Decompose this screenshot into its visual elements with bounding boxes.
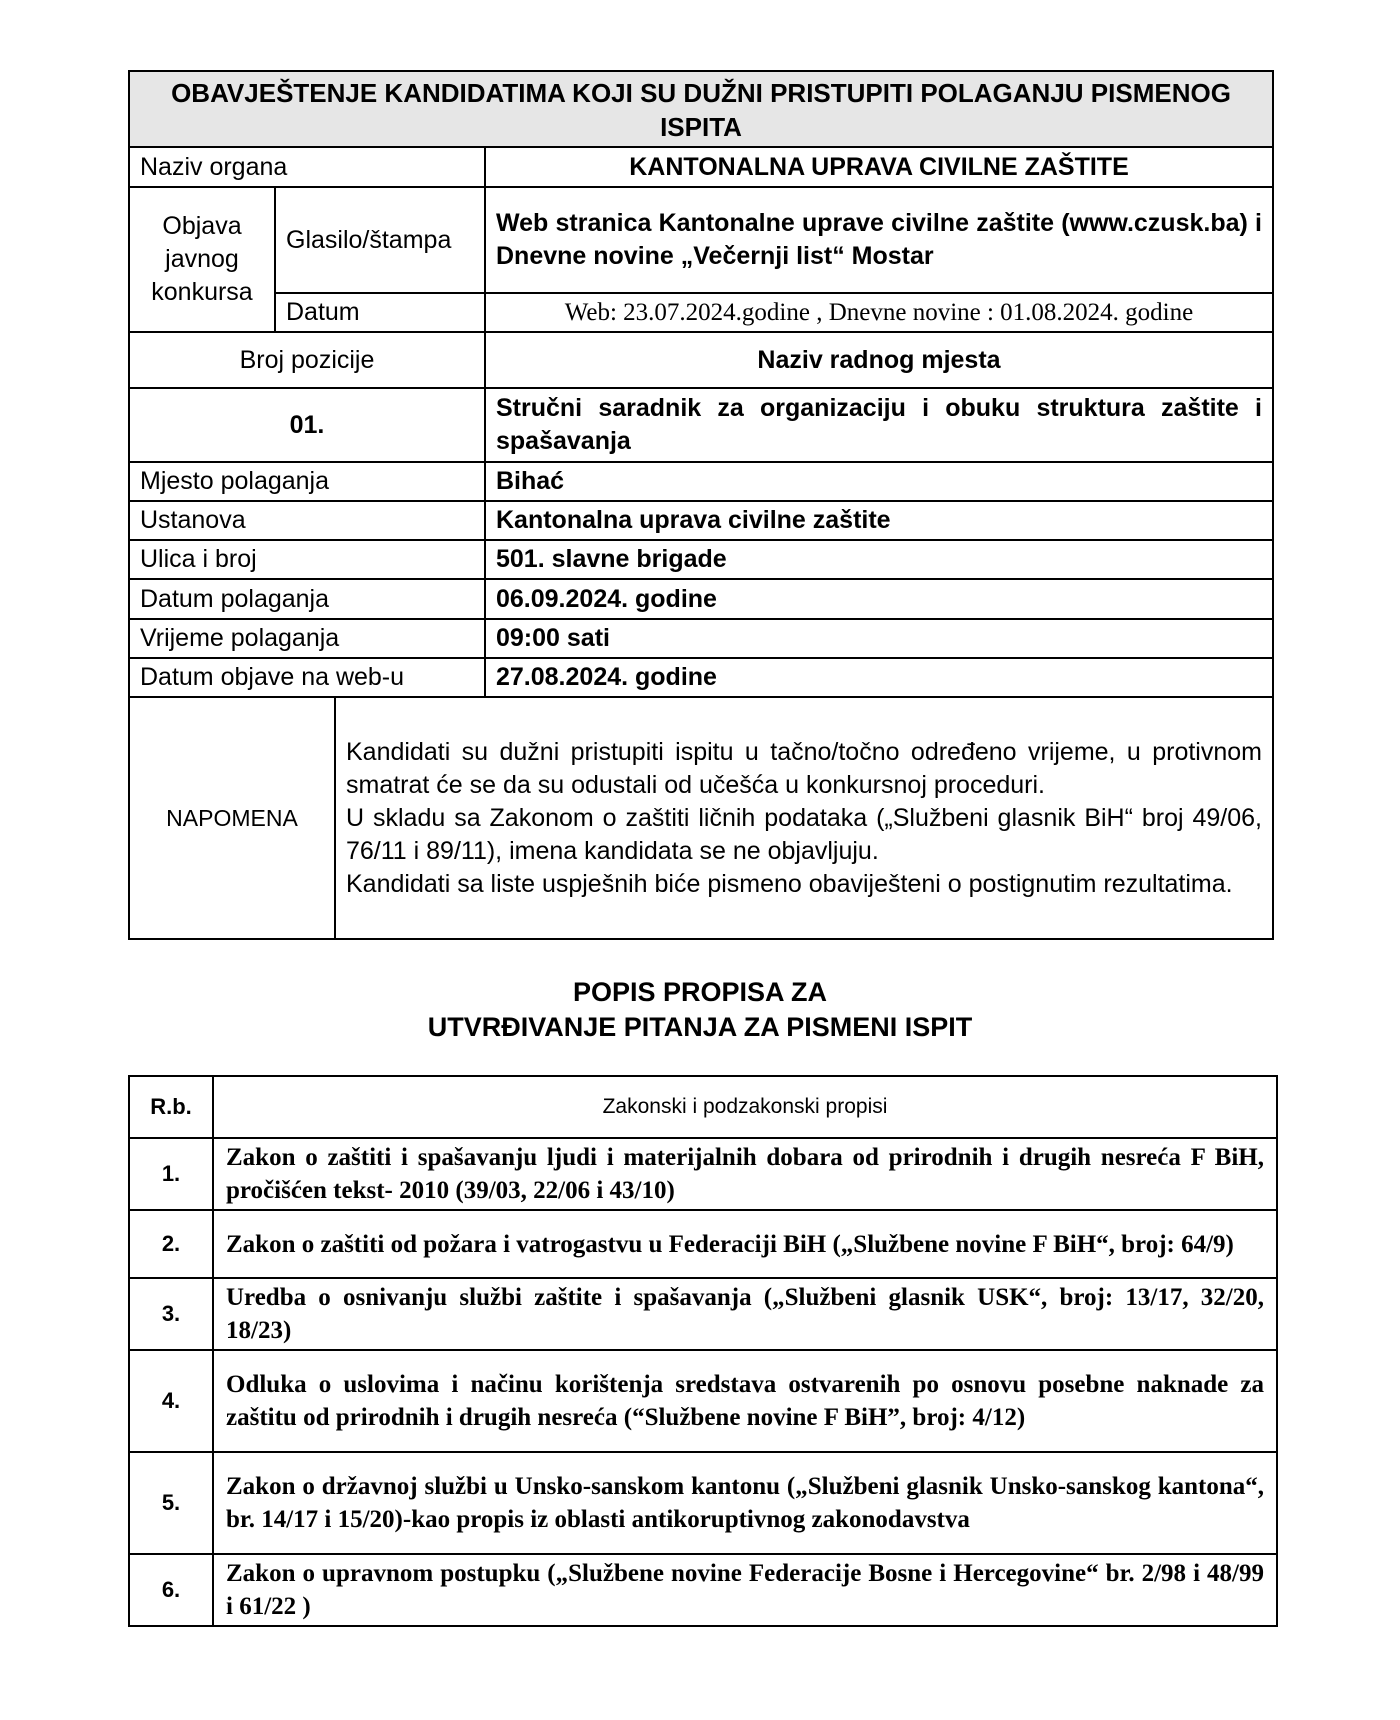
table-row	[129, 1350, 1277, 1452]
objava-label: Objava javnog konkursa	[129, 187, 275, 332]
laws-table	[128, 1075, 1278, 1627]
pozicija-naziv: Stručni saradnik za organizaciju i obuku struktura zaštite i spašavanja	[485, 388, 1273, 462]
info-label: Mjesto polaganja	[129, 462, 485, 501]
napomena-paragraph: Kandidati sa liste uspješnih biće pismeno obaviješteni o postignutim rezultatima.	[346, 869, 1233, 898]
row-text: Odluka o uslovima i načinu korištenja sredstava ostvarenih po osnovu posebne naknade za zaštitu od prirodnih i drugih nesreća (“Službene novine F BiH”, broj: 4/12)	[213, 1350, 1277, 1452]
info-value: 06.09.2024. godine	[485, 579, 1273, 619]
broj-pozicije-label: Broj pozicije	[129, 332, 485, 388]
info-value: Kantonalna uprava civilne zaštite	[485, 501, 1273, 540]
table-row	[129, 1452, 1277, 1554]
column-header-rb: R.b.	[129, 1076, 213, 1138]
info-value: 27.08.2024. godine	[485, 658, 1273, 697]
row-text: Zakon o upravnom postupku („Službene novine Federacije Bosne i Hercegovine“ br. 2/98 i 48/99 i 61/22 )	[213, 1554, 1277, 1626]
info-row	[129, 619, 1273, 658]
info-value: 09:00 sati	[485, 619, 1273, 658]
napomena-paragraph: U skladu sa Zakonom o zaštiti ličnih podataka („Službeni glasnik BiH“ broj 49/06, 76/11 i 89/11), imena kandidata se ne objavljuju.	[346, 803, 1262, 865]
popis-title-line: UTVRĐIVANJE PITANJA ZA PISMENI ISPIT	[427, 1012, 973, 1042]
info-label: Ustanova	[129, 501, 485, 540]
row-number: 1.	[129, 1138, 213, 1210]
row-number: 6.	[129, 1554, 213, 1626]
row-text: Zakon o zaštiti od požara i vatrogastvu u Federaciji BiH („Službene novine F BiH“, broj: 64/9)	[213, 1210, 1277, 1278]
row-text: Zakon o zaštiti i spašavanju ljudi i materijalnih dobara od prirodnih i drugih nesreća F BiH, pročišćen tekst- 2010 (39/03, 22/06 i 43/10)	[213, 1138, 1277, 1210]
notice-table	[128, 70, 1274, 940]
pozicija-broj: 01.	[129, 388, 485, 462]
info-row	[129, 540, 1273, 579]
info-label: Vrijeme polaganja	[129, 619, 485, 658]
info-row	[129, 658, 1273, 697]
popis-title-line: POPIS PROPISA ZA	[572, 977, 828, 1007]
row-text: Uredba o osnivanju službi zaštite i spašavanja („Službeni glasnik USK“, broj: 13/17, 32/20, 18/23)	[213, 1278, 1277, 1350]
glasilo-label: Glasilo/štampa	[275, 187, 485, 293]
napomena-label: NAPOMENA	[129, 697, 335, 939]
naziv-organa-label: Naziv organa	[129, 147, 485, 187]
row-number: 4.	[129, 1350, 213, 1452]
row-number: 5.	[129, 1452, 213, 1554]
glasilo-value: Web stranica Kantonalne uprave civilne zaštite (www.czusk.ba) i Dnevne novine „Večernji list“ Mostar	[485, 187, 1273, 293]
column-header-propisi: Zakonski i podzakonski propisi	[213, 1076, 1277, 1138]
info-label: Datum polaganja	[129, 579, 485, 619]
row-text: Zakon o državnoj službi u Unsko-sanskom kantonu („Službeni glasnik Unsko-sanskog kantona“, br. 14/17 i 15/20)-kao propis iz oblasti antikoruptivnog zakonodavstva	[213, 1452, 1277, 1554]
table-row	[129, 1210, 1277, 1278]
notice-title: OBAVJEŠTENJE KANDIDATIMA KOJI SU DUŽNI PRISTUPITI POLAGANJU PISMENOG ISPITA	[129, 71, 1273, 147]
info-value: Bihać	[485, 462, 1273, 501]
table-row	[129, 1278, 1277, 1350]
row-number: 2.	[129, 1210, 213, 1278]
table-row	[129, 1138, 1277, 1210]
table-row	[129, 1554, 1277, 1626]
info-label: Ulica i broj	[129, 540, 485, 579]
naziv-organa-value: KANTONALNA UPRAVA CIVILNE ZAŠTITE	[485, 147, 1273, 187]
info-row	[129, 462, 1273, 501]
napomena-text	[335, 697, 1273, 939]
datum-label: Datum	[275, 293, 485, 332]
napomena-paragraph: Kandidati su dužni pristupiti ispitu u tačno/točno određeno vrijeme, u protivnom smatrat će se da su odustali od učešća u konkursnoj proceduri.	[346, 737, 1262, 799]
info-row	[129, 579, 1273, 619]
info-value: 501. slavne brigade	[485, 540, 1273, 579]
popis-title	[128, 975, 1272, 1045]
datum-value: Web: 23.07.2024.godine , Dnevne novine : 01.08.2024. godine	[485, 293, 1273, 332]
naziv-radnog-mjesta-label: Naziv radnog mjesta	[485, 332, 1273, 388]
info-row	[129, 501, 1273, 540]
row-number: 3.	[129, 1278, 213, 1350]
info-label: Datum objave na web-u	[129, 658, 485, 697]
